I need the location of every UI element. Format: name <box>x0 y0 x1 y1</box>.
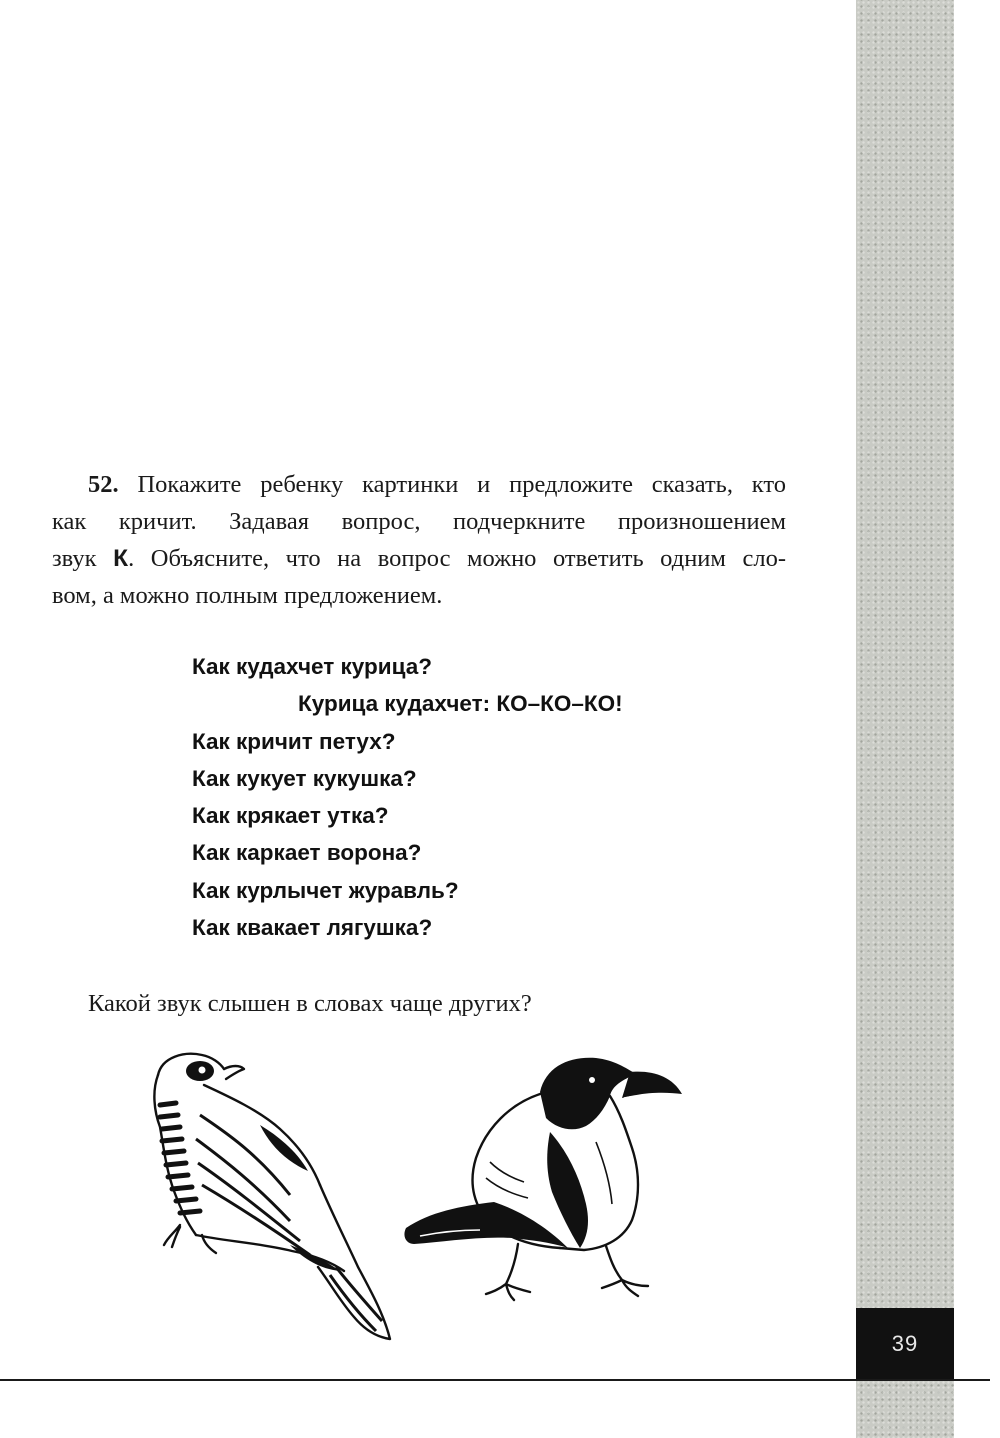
exercise-text <box>52 466 786 614</box>
page-number: 39 <box>891 1331 919 1356</box>
question-item: Как каркает ворона? <box>192 840 422 866</box>
exercise-number: 52. <box>88 471 119 498</box>
side-strip <box>856 0 954 1438</box>
final-question: Какой звук слышен в словах чаще других? <box>88 990 532 1017</box>
question-item: Как кукует кукушка? <box>192 765 417 791</box>
question-item: Как крякает утка? <box>192 803 389 829</box>
page-number-box <box>856 1308 954 1380</box>
exercise-line-2: как кричит. Задавая вопрос, подчеркните произношением <box>52 508 786 535</box>
cuckoo-illustration <box>140 1045 400 1350</box>
answer-example: Курица кудахчет: КО–КО–КО! <box>298 691 623 717</box>
exercise-line-1: 52. Покажите ребенку картинки и предложите сказать, кто <box>88 471 786 498</box>
question-item: Как курлычет журавль? <box>192 877 459 903</box>
highlighted-sound: К <box>113 545 129 572</box>
question-item: Как кричит петух? <box>192 728 396 754</box>
crow-illustration <box>400 1052 690 1307</box>
exercise-line-4: вом, а можно полным предложением. <box>52 582 443 609</box>
question-item: Как квакает лягушка? <box>192 915 433 941</box>
bottom-rule <box>0 1379 990 1381</box>
question-list <box>192 648 623 946</box>
question-item: Как кудахчет курица? <box>192 654 432 679</box>
exercise-line-3: звук К. Объясните, что на вопрос можно ответить одним сло- <box>52 545 786 572</box>
